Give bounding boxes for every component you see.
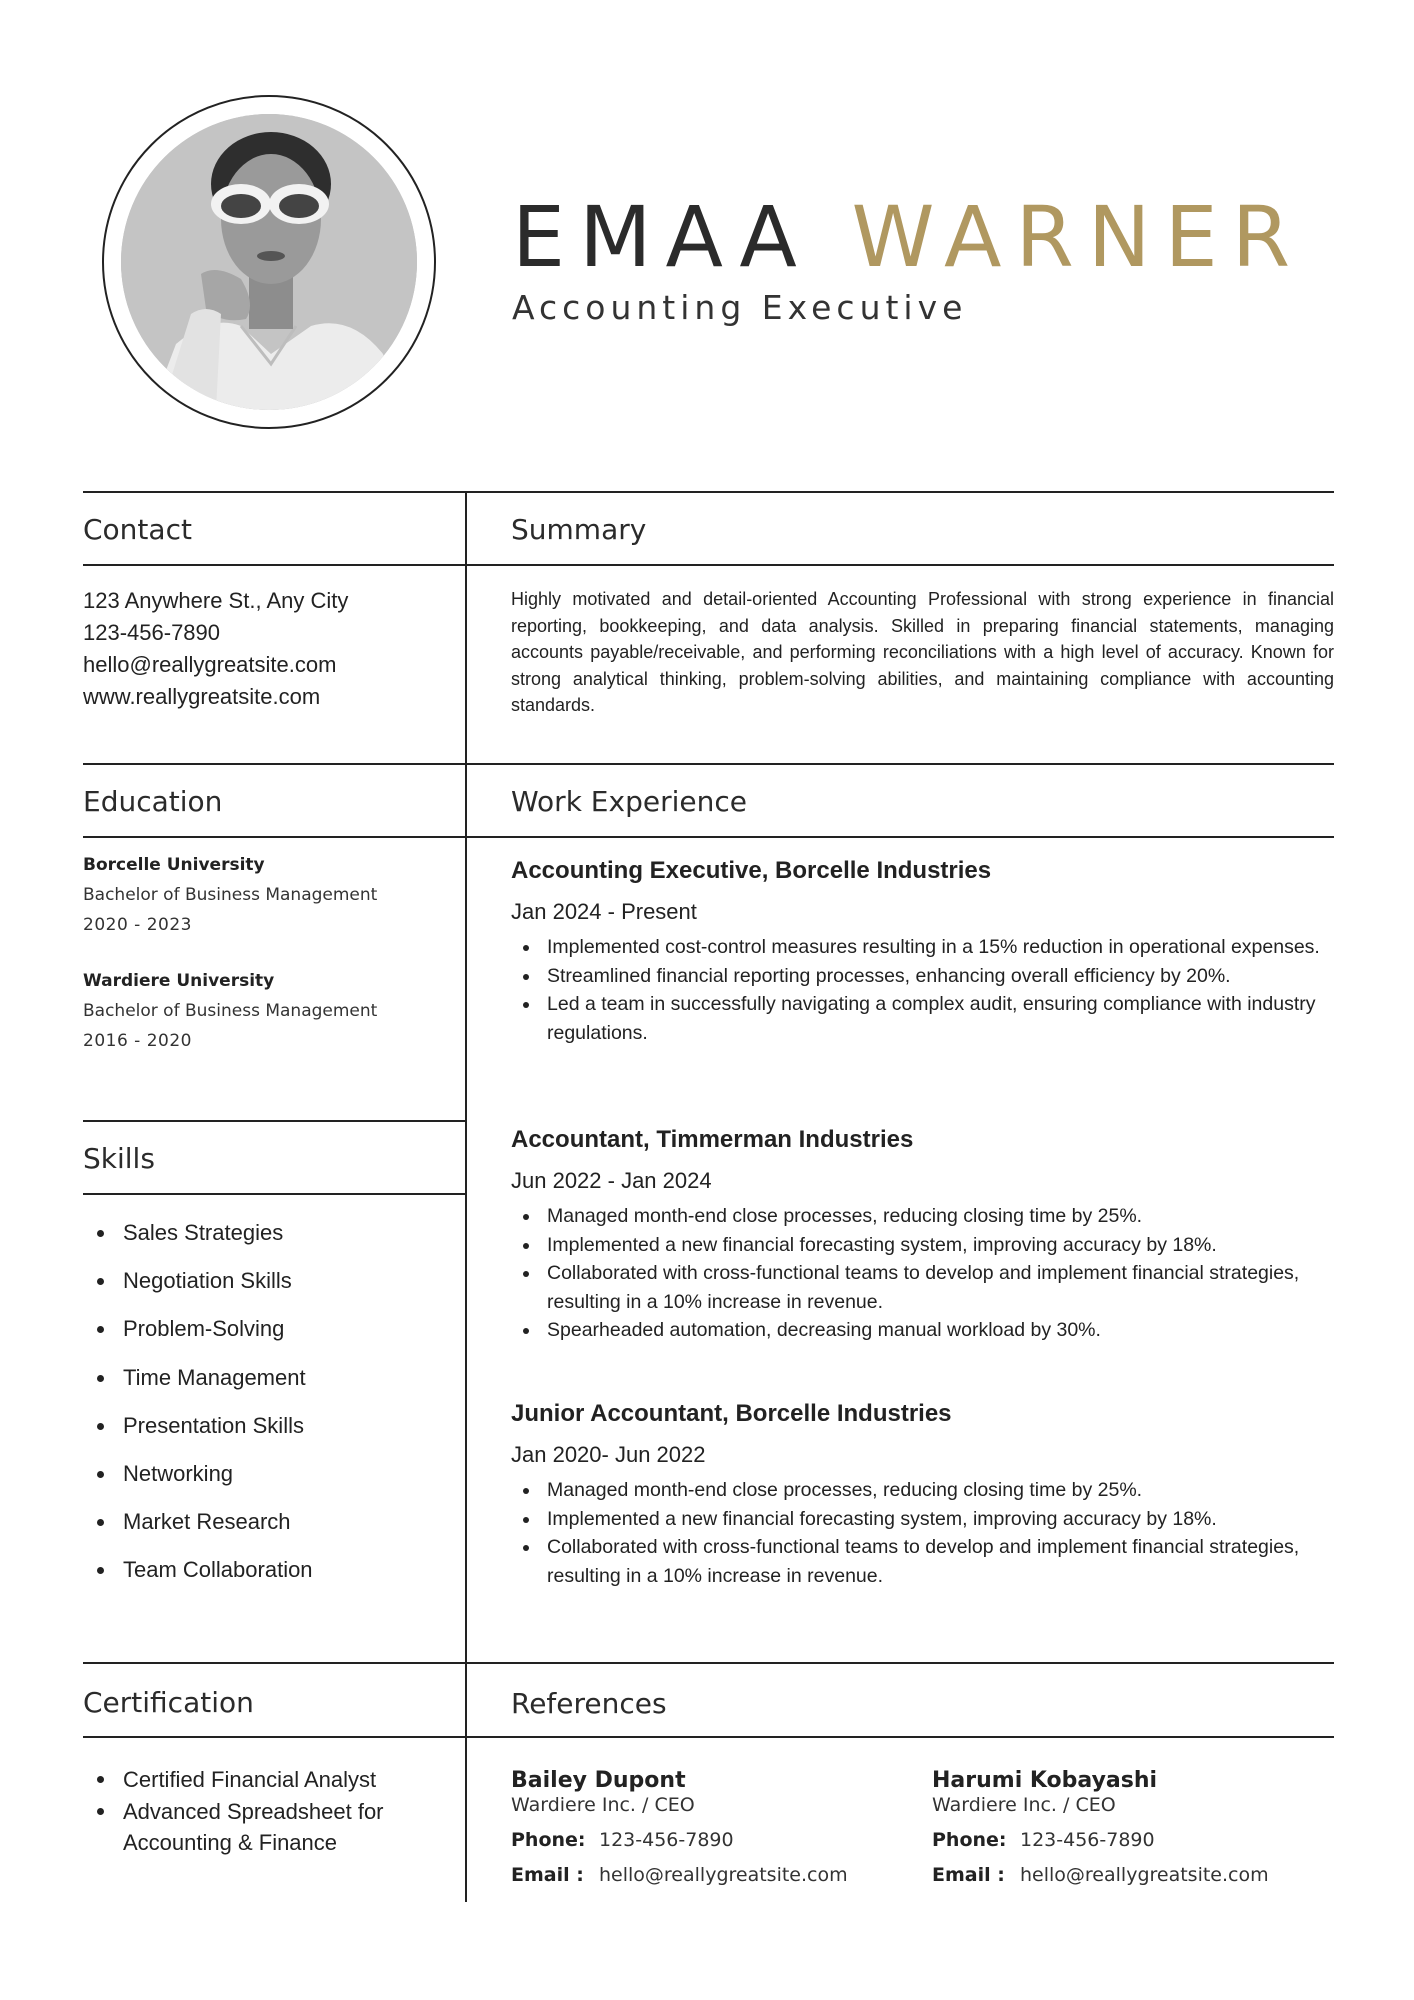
job-bullet: Streamlined financial reporting processes, enhancing overall efficiency by 20%. [511,962,1351,991]
email-label: Email : [932,1863,1005,1886]
job-bullet: Managed month-end close processes, reducing closing time by 25%. [511,1476,1351,1505]
reference-phone: 123-456-7890 [599,1829,734,1852]
education-degree: Bachelor of Business Management [83,885,378,905]
job-bullets [511,933,1351,1047]
job-bullet: Spearheaded automation, decreasing manual workload by 30%. [511,1316,1351,1345]
skill-item: Sales Strategies [83,1218,443,1266]
skill-item: Team Collaboration [83,1555,443,1603]
divider [83,1736,1334,1738]
skill-item: Time Management [83,1363,443,1411]
reference-email-row [511,1864,871,1887]
work-heading: Work Experience [511,785,747,818]
references-heading: References [511,1687,667,1720]
education-years: 2020 - 2023 [83,915,192,935]
contact-website[interactable]: www.reallygreatsite.com [83,684,321,709]
profile-photo [121,114,417,410]
skill-item: Market Research [83,1507,443,1555]
job-bullet: Implemented a new financial forecasting system, improving accuracy by 18%. [511,1505,1351,1534]
phone-label: Phone: [932,1829,1007,1852]
contact-email[interactable]: hello@reallygreatsite.com [83,652,337,677]
job-dates: Jan 2024 - Present [511,898,697,924]
reference-card [932,1768,1292,1887]
job-bullets [511,1202,1351,1345]
job-entry [511,1400,1351,1590]
contact-address: 123 Anywhere St., Any City [83,588,349,613]
divider [83,491,1334,493]
certification-item: Advanced Spreadsheet for Accounting & Finance [83,1796,443,1859]
education-degree: Bachelor of Business Management [83,1001,378,1021]
job-bullet: Implemented cost-control measures resulting in a 15% reduction in operational expenses. [511,933,1351,962]
reference-company: Wardiere Inc. / CEO [932,1794,1116,1817]
reference-name: Bailey Dupont [511,1768,686,1793]
divider [83,1193,465,1195]
divider [83,763,1334,765]
job-bullet: Led a team in successfully navigating a complex audit, ensuring compliance with industry regulations. [511,990,1351,1047]
reference-card [511,1768,871,1887]
last-name: WARNER [851,188,1305,286]
job-bullet: Collaborated with cross-functional teams to develop and implement financial strategies, resulting in a 10% increase in revenue. [511,1259,1351,1316]
skills-list [83,1218,443,1604]
certification-list [83,1764,443,1859]
education-item [83,971,377,1051]
job-dates: Jun 2022 - Jan 2024 [511,1167,712,1193]
skill-item: Negotiation Skills [83,1266,443,1314]
reference-phone: 123-456-7890 [1020,1829,1155,1852]
education-item [83,855,377,935]
job-dates: Jan 2020- Jun 2022 [511,1441,706,1467]
job-title: Junior Accountant, Borcelle Industries [511,1400,952,1427]
phone-label: Phone: [511,1829,586,1852]
reference-phone-row [511,1829,871,1852]
certification-item: Certified Financial Analyst [83,1764,443,1796]
reference-email[interactable]: hello@reallygreatsite.com [599,1863,848,1886]
divider [83,564,1334,566]
skill-item: Problem-Solving [83,1314,443,1362]
job-bullet: Implemented a new financial forecasting system, improving accuracy by 18%. [511,1231,1351,1260]
skill-item: Networking [83,1459,443,1507]
education-school: Borcelle University [83,855,265,875]
contact-list [83,585,348,713]
full-name [512,188,1305,286]
job-entry [511,1126,1351,1345]
first-name: EMAA [512,188,811,286]
contact-phone: 123-456-7890 [83,620,221,645]
reference-email-row [932,1864,1292,1887]
headline-title: Accounting Executive [512,288,968,327]
email-label: Email : [511,1863,584,1886]
reference-company: Wardiere Inc. / CEO [511,1794,695,1817]
job-title: Accounting Executive, Borcelle Industries [511,857,992,884]
education-school: Wardiere University [83,971,275,991]
job-entry [511,857,1351,1047]
job-bullets [511,1476,1351,1590]
summary-heading: Summary [511,513,647,546]
skill-item: Presentation Skills [83,1411,443,1459]
divider [83,1662,1334,1664]
job-bullet: Collaborated with cross-functional teams to develop and implement financial strategies, resulting in a 10% increase in revenue. [511,1533,1351,1590]
reference-phone-row [932,1829,1292,1852]
skills-heading: Skills [83,1142,155,1175]
divider [83,836,1334,838]
job-bullet: Managed month-end close processes, reducing closing time by 25%. [511,1202,1351,1231]
column-divider [465,491,467,1902]
reference-name: Harumi Kobayashi [932,1768,1158,1793]
divider [83,1120,465,1122]
certification-heading: Certification [83,1686,254,1719]
education-heading: Education [83,785,223,818]
reference-email[interactable]: hello@reallygreatsite.com [1020,1863,1269,1886]
summary-text: Highly motivated and detail-oriented Accounting Professional with strong experience in financial reporting, bookkeeping, and data analysis. Skilled in preparing financial statements, managing accounts payable/receivable, and performing reconciliations with a high level of accuracy. Known for strong analytical thinking, problem-solving abilities, and maintaining compliance with accounting standards. [511,589,1334,716]
job-title: Accountant, Timmerman Industries [511,1126,914,1153]
education-years: 2016 - 2020 [83,1031,192,1051]
contact-heading: Contact [83,513,192,546]
